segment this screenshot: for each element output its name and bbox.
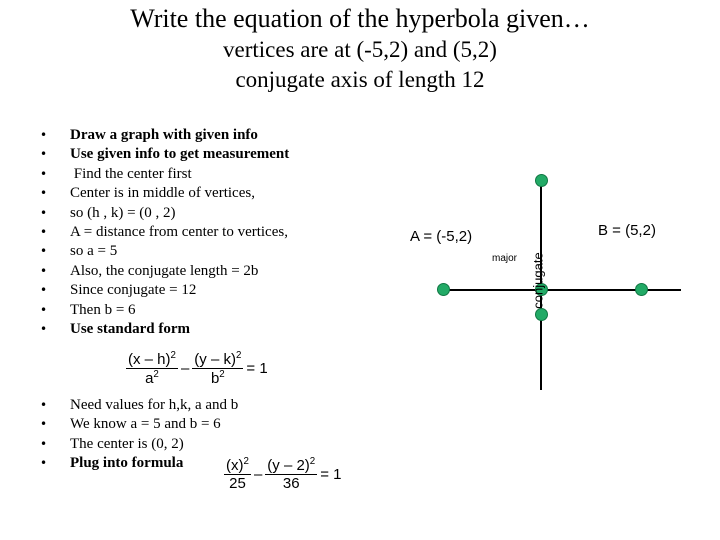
list-item: • Draw a graph with given info	[40, 126, 289, 145]
list-item: • Plug into formula	[40, 454, 238, 473]
bullet-icon: •	[40, 436, 48, 451]
list-item: • A = distance from center to vertices,	[40, 223, 289, 242]
bullet-icon: •	[40, 456, 48, 471]
bullet-icon: •	[40, 166, 48, 181]
x-fraction: $\frac{(x - h)^2}{a^2}$	[128, 350, 176, 387]
bullet-icon: •	[40, 417, 48, 432]
bullet-icon: •	[40, 205, 48, 220]
list-item: • Since conjugate = 12	[40, 281, 289, 300]
bullet-icon: •	[40, 302, 48, 317]
list-item: • Use given info to get measurement	[40, 145, 289, 164]
vertex-a-label: A = (-5,2)	[410, 228, 473, 245]
y-fraction: $\frac{(y - k)^2}{b^2}$	[194, 350, 242, 387]
list-item: • Find the center first	[40, 165, 289, 184]
bullet-icon: •	[40, 224, 48, 239]
bullet-icon: •	[40, 128, 48, 142]
vertex-a-point	[437, 283, 450, 296]
steps-list	[40, 126, 289, 339]
list-item: • Then b = 6	[40, 301, 289, 320]
bullet-icon: •	[40, 186, 48, 201]
conjugate-axis-label: conjugate	[530, 252, 546, 309]
major-axis-label: major	[492, 253, 518, 264]
page-title: Write the equation of the hyperbola given…	[130, 4, 590, 33]
vertex-b-label: B = (5,2)	[598, 222, 656, 239]
standard-form-formula: $\frac{(x - h)^2}{a^2}$ – $\frac{(y - k)^2}{b^2}$ = 1	[128, 350, 268, 387]
hyperbola-graph	[400, 170, 690, 400]
list-item: • Use standard form	[40, 320, 289, 339]
given-vertices: vertices are at (-5,2) and (5,2)	[223, 37, 497, 62]
y-fraction: $\frac{(y - 2)^2}{36}$	[267, 456, 316, 492]
bullet-icon: •	[40, 398, 48, 412]
list-item: • so a = 5	[40, 242, 289, 261]
co-vertex-top-point	[535, 174, 548, 187]
list-item: • We know a = 5 and b = 6	[40, 415, 238, 434]
bullet-icon: •	[40, 283, 48, 298]
list-item: • so (h , k) = (0 , 2)	[40, 204, 289, 223]
bullet-icon: •	[40, 244, 48, 259]
bullet-icon: •	[40, 147, 48, 162]
bullet-icon: •	[40, 263, 48, 278]
bullet-icon: •	[40, 321, 48, 336]
list-item: • Center is in middle of vertices,	[40, 184, 289, 203]
given-conjugate-axis: conjugate axis of length 12	[235, 67, 485, 92]
list-item: • Also, the conjugate length = 2b	[40, 262, 289, 281]
list-item: • The center is (0, 2)	[40, 435, 238, 454]
vertex-b-point	[635, 283, 648, 296]
list-item: • Need values for h,k, a and b	[40, 396, 238, 415]
plug-in-steps-list	[40, 396, 238, 474]
final-formula: $\frac{(x)^2}{25}$ – $\frac{(y - 2)^2}{36}$ = 1	[226, 456, 342, 492]
x-fraction: $\frac{(x)^2}{25}$	[226, 456, 249, 492]
